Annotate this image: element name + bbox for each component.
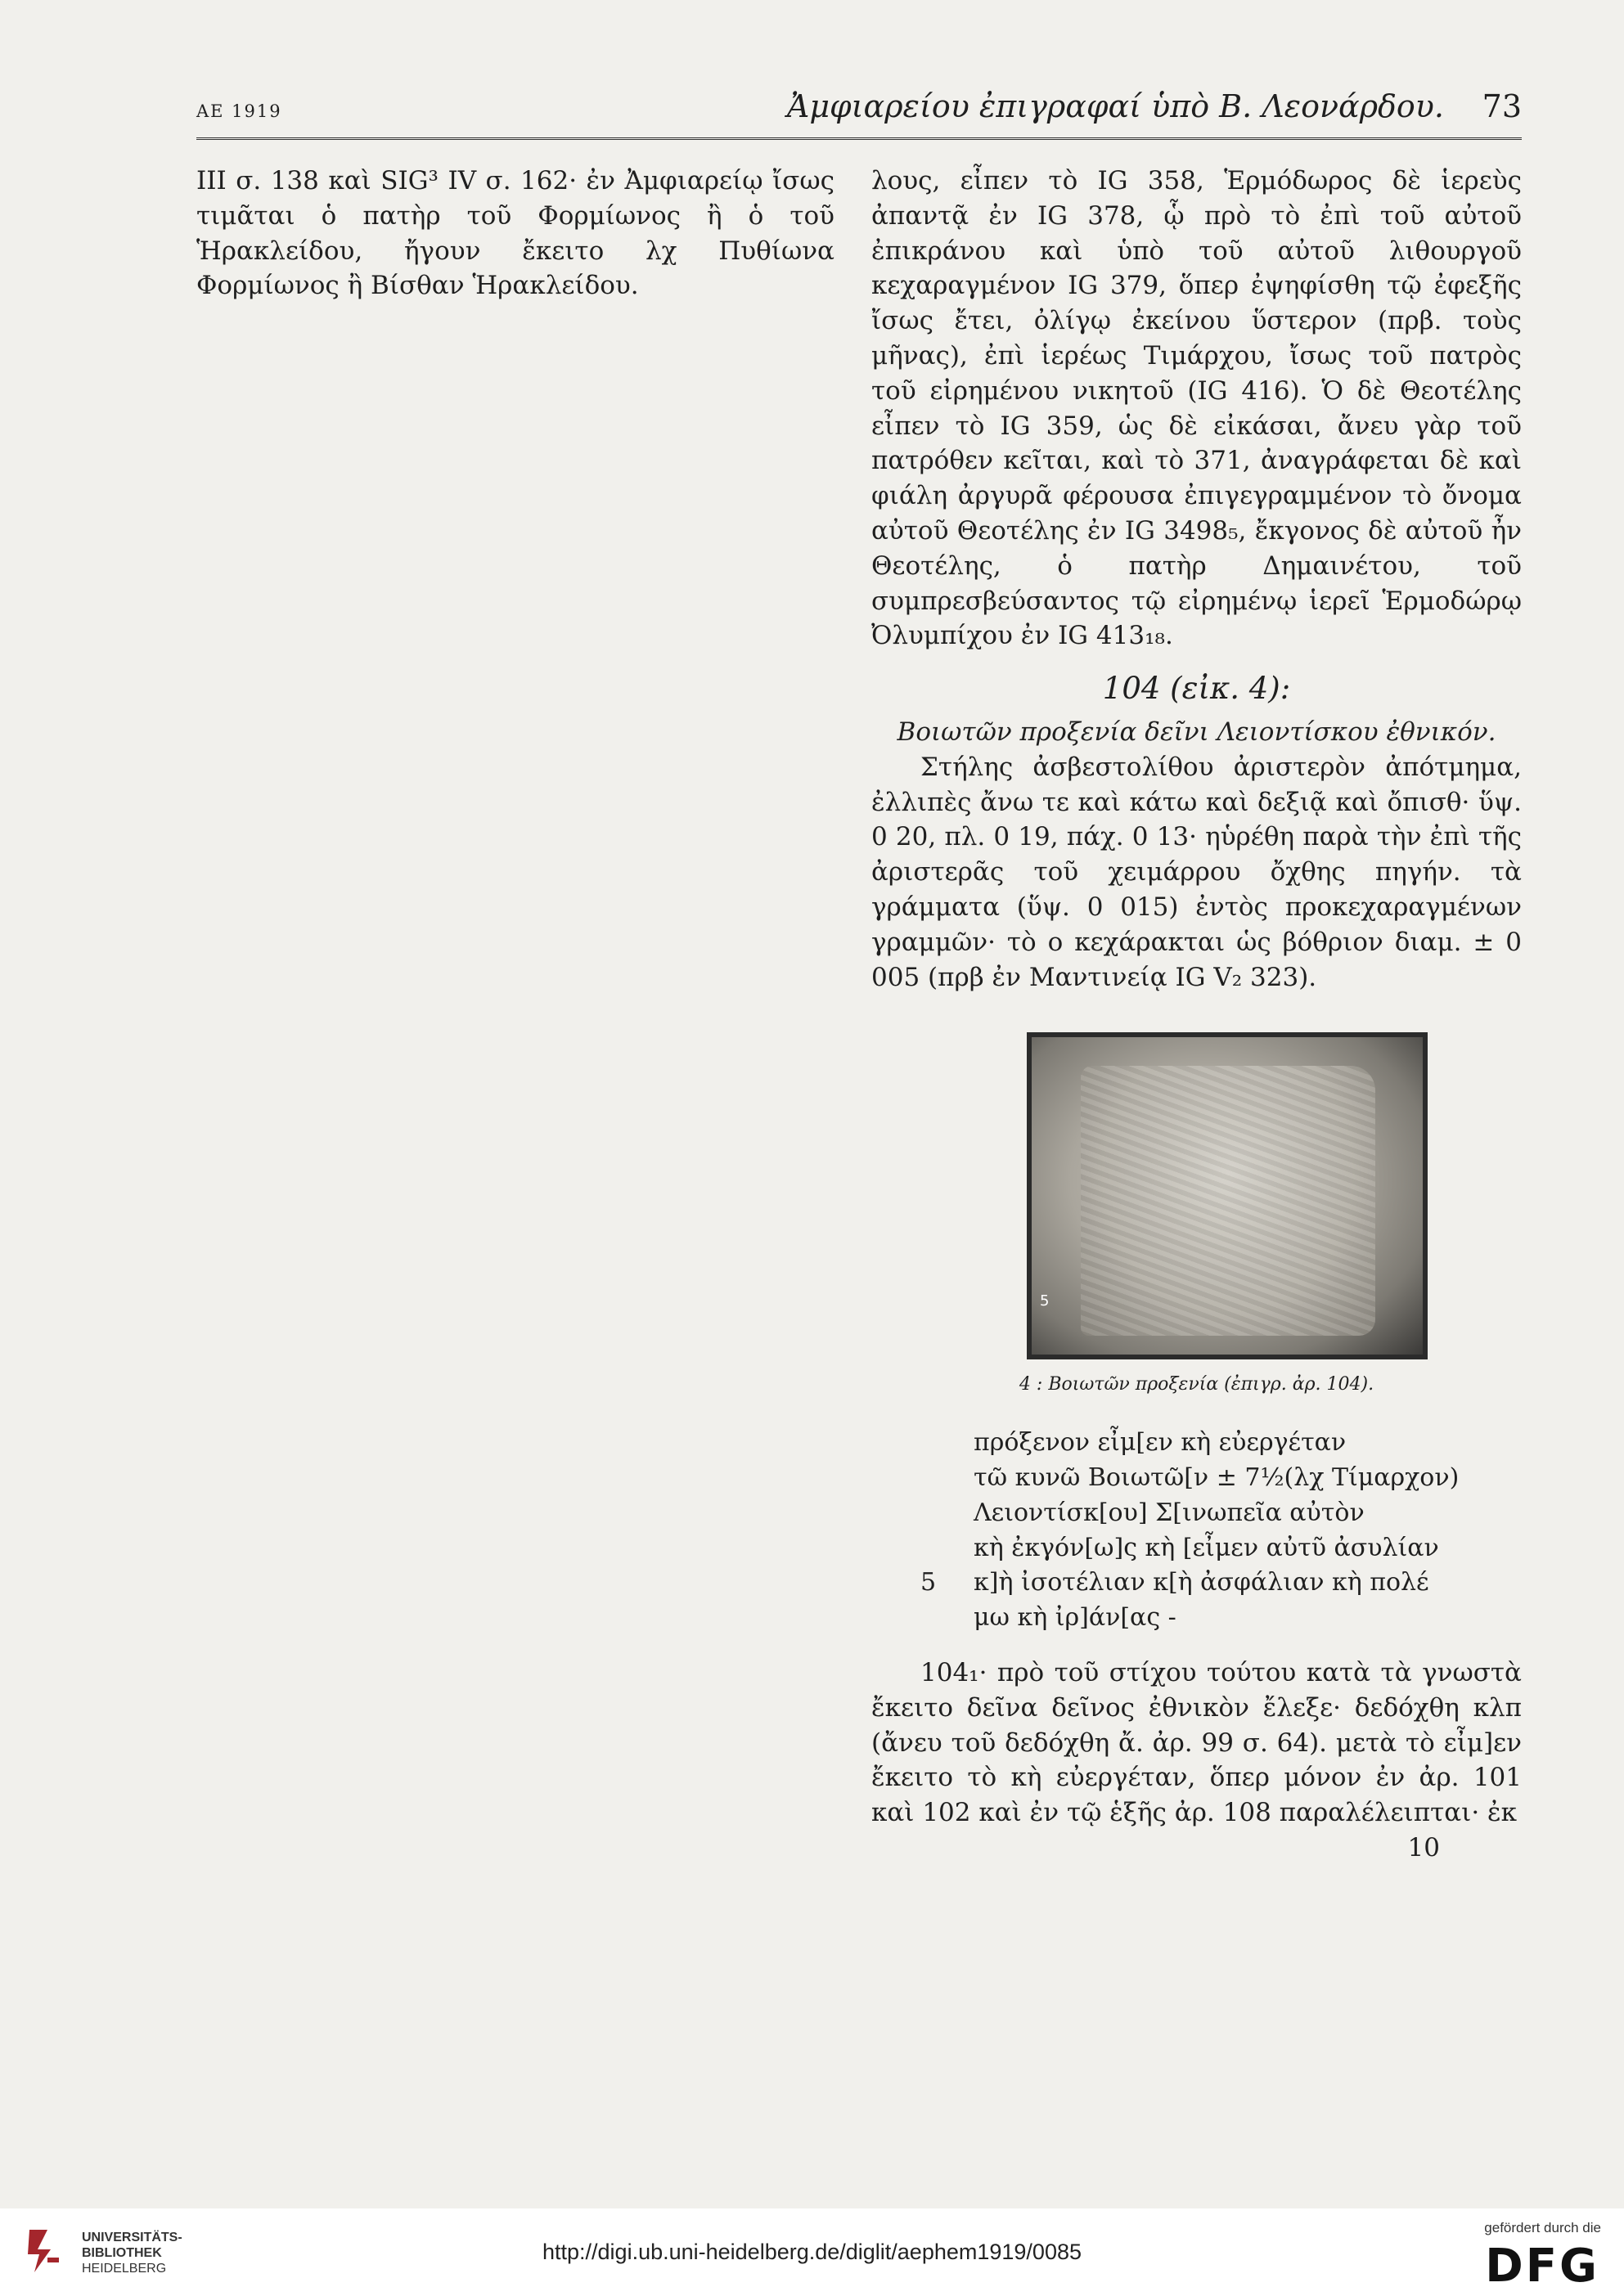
library-name-line: HEIDELBERG bbox=[82, 2262, 167, 2276]
library-name-line: BIBLIOTHEK bbox=[82, 2246, 162, 2260]
header-rule bbox=[196, 137, 1522, 143]
section-title: 104 (εἰκ. 4): bbox=[1102, 671, 1291, 707]
viewer-footer bbox=[0, 2208, 1624, 2296]
inscription-photo bbox=[1027, 1032, 1428, 1359]
library-name-line: UNIVERSITÄTS- bbox=[82, 2231, 182, 2244]
signature-mark: 10 bbox=[1407, 1832, 1440, 1862]
inscription-line bbox=[871, 1426, 1522, 1461]
photo-caption: 4 : Βοιωτῶν προξενία (ἐπιγρ. ἀρ. 104). bbox=[1019, 1374, 1374, 1395]
inscription-line bbox=[871, 1566, 1522, 1601]
inscription-line-text: Λειοντίσκ[ου] Σ[ινωπεῖα αὐτὸν bbox=[974, 1498, 1365, 1527]
section-subtitle: Βοιωτῶν προξενία δεῖνι Λειοντίσκου ἐθνικόν. bbox=[897, 717, 1496, 747]
line-number: 5 bbox=[920, 1568, 937, 1597]
inscription-line-text: πρόξενον εἶμ[εν κὴ εὐεργέταν bbox=[974, 1428, 1347, 1458]
right-column bbox=[871, 164, 1522, 1866]
page-number: 73 bbox=[1482, 88, 1522, 124]
commentary-paragraph: 104₁· πρὸ τοῦ στίχου τούτου κατὰ τὰ γνωστὰ ἔκειτο δεῖνα δεῖνος ἐθνικὸν ἔλεξε· δεδόχθη κλπ (ἄνευ τοῦ δεδόχθη ἄ. ἀρ. 99 σ. 64). μετὰ τὸ εἶμ]εν ἔκειτο τὸ κὴ εὐεργέταν, ὅπερ μόνον ἐν ἀρ. 101 καὶ 102 καὶ ἐν τῷ ἑξῆς ἀρ. 108 παραλέλειπται· ἐκ bbox=[871, 1657, 1522, 1828]
permalink-url[interactable]: http://digi.ub.uni-heidelberg.de/diglit/aephem1919/0085 bbox=[542, 2240, 1082, 2264]
inscription-text bbox=[871, 1426, 1522, 1636]
inscription-line bbox=[871, 1461, 1522, 1496]
running-title: Ἀμφιαρείου ἐπιγραφαί ὑπὸ Β. Λεονάρδου. bbox=[786, 88, 1444, 124]
inscription-line-text: κ]ὴ ἰσοτέλιαν κ[ὴ ἀσφάλιαν κὴ πολέ bbox=[974, 1568, 1429, 1597]
dfg-logo[interactable]: DFG bbox=[1485, 2240, 1599, 2293]
stone-fragment-image bbox=[1081, 1066, 1375, 1336]
inscription-line bbox=[871, 1601, 1522, 1636]
inscription-line-text: τῶ κυνῶ Βοιωτῶ[ν ± 7½(λχ Τίμαρχον) bbox=[974, 1463, 1460, 1492]
running-header bbox=[196, 88, 1522, 129]
left-column bbox=[196, 164, 834, 303]
inscription-line-text: κὴ ἐκγόν[ω]ς κὴ [εἶμεν αὐτῦ ἀσυλίαν bbox=[974, 1533, 1439, 1562]
inscription-line-text: μω κὴ ἰρ]άν[ας - bbox=[974, 1603, 1176, 1633]
inscription-line bbox=[871, 1531, 1522, 1566]
inscription-line bbox=[871, 1496, 1522, 1531]
stone-description: Στήλης ἀσβεστολίθου ἀριστερὸν ἀπότμημα, ἐλλιπὲς ἄνω τε καὶ κάτω καὶ δεξιᾷ καὶ ὄπισθ· ὕψ. 0 20, πλ. 0 19, πάχ. 0 13· ηὑρέθη παρὰ τὴν ἐπὶ τῆς ἀριστερᾶς τοῦ χειμάρρου ὄχθης πηγήν. τὰ γράμματα (ὕψ. 0 015) ἐντὸς προκεχαραγμένων γραμμῶν· τὸ ο κεχάρακται ὡς βόθριον διαμ. ± 0 005 (πρβ ἐν Μαντινείᾳ IG V₂ 323). bbox=[871, 752, 1522, 992]
funding-label: gefördert durch die bbox=[1484, 2220, 1601, 2235]
photo-plate-number: 5 bbox=[1040, 1292, 1050, 1310]
right-intro-paragraph: λους, εἶπεν τὸ IG 358, Ἑρμόδωρος δὲ ἱερεὺς ἀπαντᾷ ἐν IG 378, ᾧ πρὸ τὸ ἐπὶ τοῦ αὐτοῦ ἐπικράνου καὶ ὑπὸ τοῦ αὐτοῦ λιθουργοῦ κεχαραγμένον IG 379, ὅπερ ἐψηφίσθη τῷ ἐφεξῆς ἴσως ἔτει, ὀλίγῳ ἐκείνου ὕστερον (πρβ. τοὺς μῆνας), ἐπὶ ἱερέως Τιμάρχου, ἴσως τοῦ πατρὸς τοῦ εἰρημένου νικητοῦ (IG 416). Ὁ δὲ Θεοτέλης εἶπεν τὸ IG 359, ὡς δὲ εἰκάσαι, ἄνευ γὰρ τοῦ πατρόθεν κεῖται, καὶ τὸ 371, ἀναγράφεται δὲ καὶ φιάλη ἀργυρᾶ φέρουσα ἐπιγεγραμμένον τὸ ὄνομα αὐτοῦ Θεοτέλης ἐν IG 3498₅, ἔκγονος δὲ αὐτοῦ ἦν Θεοτέλης, ὁ πατὴρ Δημαινέτου, τοῦ συμπρεσβεύσαντος τῷ εἰρημένῳ ἱερεῖ Ἑρμοδώρῳ Ὀλυμπίχου ἐν IG 413₁₈. bbox=[871, 166, 1522, 651]
left-paragraph: ΙΙΙ σ. 138 καὶ SIG³ IV σ. 162· ἐν Ἀμφιαρείῳ ἴσως τιμᾶται ὁ πατὴρ τοῦ Φορμίωνος ἢ ὁ τοῦ Ἡρακλείδου, ἤγουν ἔκειτο λχ Πυθίωνα Φορμίωνος ἢ Βίσθαν Ἡρακλείδου. bbox=[196, 166, 834, 301]
journal-label: ΑΕ 1919 bbox=[196, 101, 282, 121]
